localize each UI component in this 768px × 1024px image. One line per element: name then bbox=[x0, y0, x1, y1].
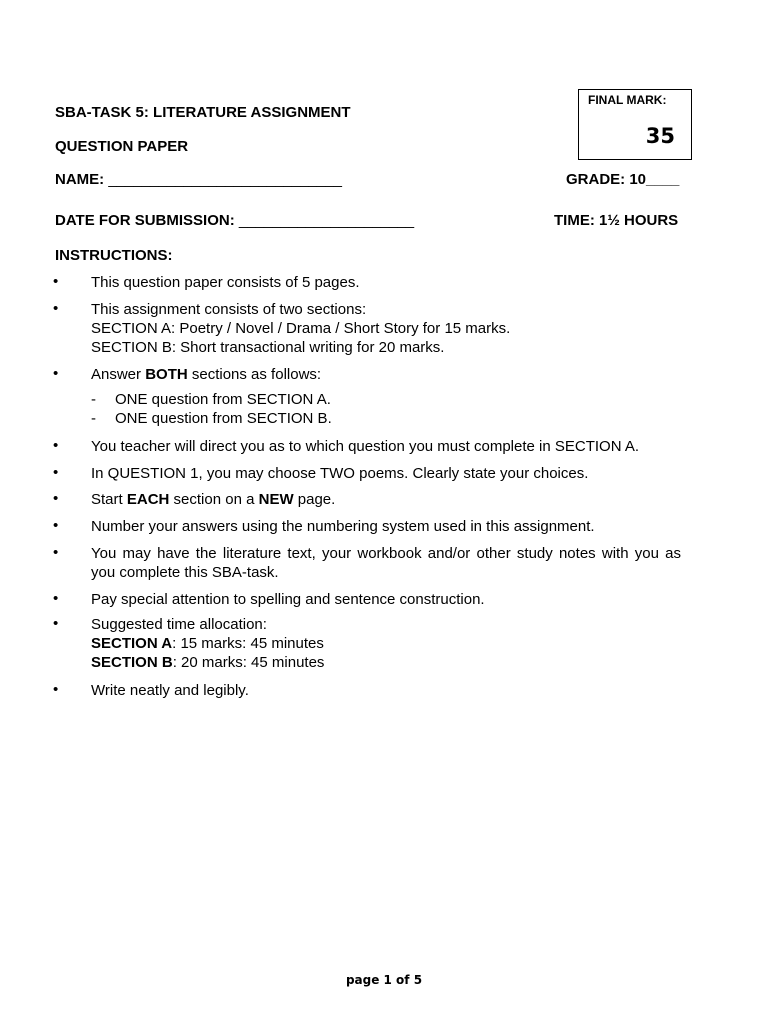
instruction-numbering: Number your answers using the numbering system used in this assignment. bbox=[91, 518, 595, 535]
date-field bbox=[55, 212, 414, 229]
bullet: • bbox=[53, 490, 59, 507]
instruction-sections bbox=[91, 300, 510, 357]
sub-instruction: ONE question from SECTION A. bbox=[115, 391, 331, 408]
final-mark-box bbox=[578, 89, 692, 160]
document-subtitle: QUESTION PAPER bbox=[55, 138, 189, 155]
bullet: • bbox=[53, 273, 59, 290]
bullet: • bbox=[53, 615, 59, 632]
name-label: NAME: bbox=[55, 171, 105, 188]
document-title: SBA-TASK 5: LITERATURE ASSIGNMENT bbox=[55, 104, 351, 121]
instruction-line: This assignment consists of two sections: bbox=[91, 301, 367, 318]
bullet: • bbox=[53, 365, 59, 382]
bullet: • bbox=[53, 517, 59, 534]
text-run: section on a bbox=[169, 491, 259, 508]
instruction-line: you complete this SBA-task. bbox=[91, 564, 279, 581]
text-run-bold: BOTH bbox=[145, 366, 188, 383]
text-run-bold: EACH bbox=[126, 491, 170, 508]
instruction-spelling: Pay special attention to spelling and sentence construction. bbox=[91, 591, 485, 608]
date-label: DATE FOR SUBMISSION: bbox=[55, 212, 235, 229]
text-run: page. bbox=[293, 491, 336, 508]
text-run-bold: SECTION B bbox=[91, 654, 173, 671]
dash: - bbox=[91, 410, 96, 427]
instruction-line: Suggested time allocation: bbox=[91, 616, 267, 633]
instruction-poems: In QUESTION 1, you may choose TWO poems. Clearly state your choices. bbox=[91, 465, 589, 482]
bullet: • bbox=[53, 437, 59, 454]
final-mark-value: 35 bbox=[645, 124, 675, 148]
instruction-teacher: You teacher will direct you as to which question you must complete in SECTION A. bbox=[91, 438, 640, 455]
dash: - bbox=[91, 391, 96, 408]
name-blank: ____________________________ bbox=[108, 171, 342, 188]
grade-label: GRADE: 10____ bbox=[566, 171, 680, 188]
text-run-bold: NEW bbox=[258, 491, 294, 508]
time-label: TIME: 1½ HOURS bbox=[554, 212, 679, 229]
bullet: • bbox=[53, 681, 59, 698]
bullet: • bbox=[53, 590, 59, 607]
page-number: page 1 of 5 bbox=[345, 973, 423, 987]
text-run: : 20 marks: 45 minutes bbox=[172, 654, 325, 671]
final-mark-label: FINAL MARK: bbox=[588, 93, 667, 107]
instruction-time-allocation bbox=[91, 615, 324, 672]
text-run: : 15 marks: 45 minutes bbox=[172, 635, 324, 652]
text-run: Start bbox=[91, 491, 127, 508]
bullet: • bbox=[53, 544, 59, 561]
date-blank: _____________________ bbox=[238, 212, 415, 229]
instruction-materials bbox=[91, 544, 681, 582]
name-field bbox=[55, 171, 342, 188]
instruction-answer-both bbox=[91, 365, 321, 384]
instruction-new-page bbox=[91, 490, 335, 509]
instruction-line bbox=[91, 653, 324, 672]
instructions-heading: INSTRUCTIONS: bbox=[55, 247, 173, 264]
instruction-neatness: Write neatly and legibly. bbox=[91, 682, 249, 699]
text-run: sections as follows: bbox=[187, 366, 322, 383]
instruction-line: You may have the literature text, your workbook and/or other study notes with you as bbox=[91, 545, 681, 562]
sub-instruction: ONE question from SECTION B. bbox=[115, 410, 332, 427]
text-run: Answer bbox=[91, 366, 146, 383]
instruction-line bbox=[91, 634, 324, 653]
instruction-line: SECTION A: Poetry / Novel / Drama / Short Story for 15 marks. bbox=[91, 320, 511, 337]
text-run-bold: SECTION A bbox=[91, 635, 173, 652]
bullet: • bbox=[53, 300, 59, 317]
bullet: • bbox=[53, 464, 59, 481]
instruction-pages: This question paper consists of 5 pages. bbox=[91, 274, 360, 291]
instruction-line: SECTION B: Short transactional writing for 20 marks. bbox=[91, 339, 445, 356]
